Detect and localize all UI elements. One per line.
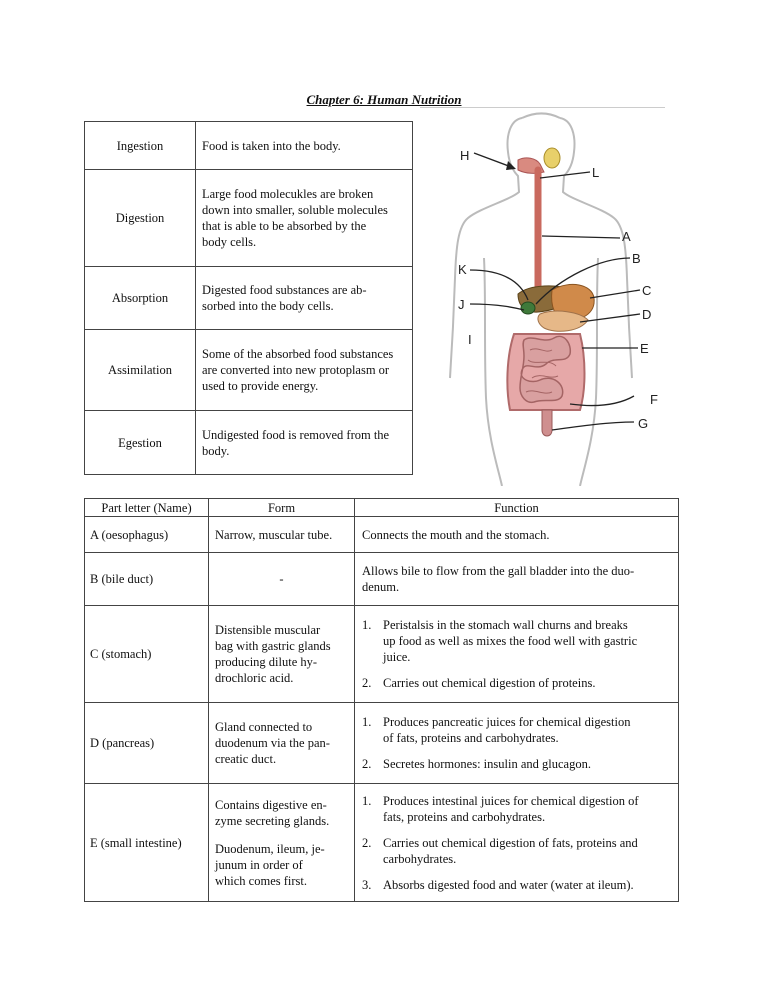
part-form — [209, 703, 355, 784]
description-line: Some of the absorbed food substances — [202, 347, 394, 361]
function-line: Secretes hormones: insulin and glucagon. — [383, 757, 591, 771]
form-line: producing dilute hy- — [215, 655, 318, 669]
part-form — [209, 784, 355, 902]
description-line: are converted into new protoplasm or — [202, 363, 390, 377]
description-line: Digested food substances are ab- — [202, 283, 367, 297]
item-number: 1. — [362, 793, 372, 808]
label-d: D — [642, 307, 652, 322]
label-b: B — [632, 251, 641, 266]
function-list — [362, 617, 670, 691]
label-f: F — [650, 392, 658, 407]
description-line: body cells. — [202, 235, 257, 249]
form-line: Contains digestive en- — [215, 797, 327, 812]
digestive-parts-table — [84, 498, 679, 902]
function-line: Absorbs digested food and water (water at ileum). — [383, 877, 634, 892]
function-line: Carries out chemical digestion of proteins. — [383, 676, 596, 690]
table-row — [85, 411, 413, 475]
description-line: used to provide energy. — [202, 379, 319, 393]
function-line: fats, proteins and carbohydrates. — [383, 809, 546, 824]
function-item — [362, 714, 670, 746]
description-line: Food is taken into the body. — [202, 138, 341, 153]
function-line: juice. — [383, 650, 411, 664]
function-line: Allows bile to flow from the gall bladder into the duo- — [362, 564, 635, 578]
table-row — [85, 170, 413, 267]
label-j: J — [458, 297, 465, 312]
item-number: 1. — [362, 618, 372, 632]
function-item — [362, 793, 670, 825]
process-term: Assimilation — [85, 330, 196, 411]
function-item — [362, 675, 670, 691]
part-name: C (stomach) — [85, 606, 209, 703]
label-g: G — [638, 416, 649, 431]
function-item — [362, 835, 670, 867]
function-line: Produces intestinal juices for chemical digestion of — [383, 793, 639, 808]
function-list — [362, 793, 670, 893]
part-form — [209, 553, 355, 606]
part-function — [355, 784, 679, 902]
pointer-line — [580, 314, 640, 322]
form-line: which comes first. — [215, 873, 307, 888]
part-function — [355, 517, 679, 553]
column-header: Function — [355, 499, 679, 517]
form-gap — [215, 829, 348, 841]
function-line: Connects the mouth and the stomach. — [362, 527, 550, 542]
part-form — [209, 606, 355, 703]
function-item — [362, 617, 670, 665]
table-row — [85, 122, 413, 170]
function-line: Peristalsis in the stomach wall churns and breaks — [383, 618, 628, 632]
digestive-system-diagram — [440, 108, 680, 486]
form-line: junum in order of — [215, 857, 303, 872]
process-term: Absorption — [85, 267, 196, 330]
process-term: Egestion — [85, 411, 196, 475]
form-line: Distensible muscular — [215, 623, 321, 637]
part-name: D (pancreas) — [85, 703, 209, 784]
part-form — [209, 517, 355, 553]
item-number: 3. — [362, 877, 372, 892]
part-name: A (oesophagus) — [85, 517, 209, 553]
table-row — [85, 784, 679, 902]
function-line: up food as well as mixes the food well with gastric — [383, 634, 638, 648]
table-header-row — [85, 499, 679, 517]
form-line: bag with gastric glands — [215, 639, 331, 653]
form-line: duodenum via the pan- — [215, 736, 330, 750]
label-c: C — [642, 283, 652, 298]
function-line: of fats, proteins and carbohydrates. — [383, 731, 559, 745]
rectum — [542, 410, 552, 436]
pointer-line — [542, 236, 620, 238]
function-list — [362, 714, 670, 772]
pointer-line — [540, 172, 590, 178]
form-line: - — [279, 572, 284, 586]
label-l: L — [592, 165, 600, 180]
label-e: E — [640, 341, 649, 356]
item-number: 2. — [362, 676, 372, 690]
part-name: E (small intestine) — [85, 784, 209, 902]
description-line: Undigested food is removed from the — [202, 427, 390, 442]
item-number: 1. — [362, 715, 372, 729]
part-function — [355, 606, 679, 703]
table-row — [85, 606, 679, 703]
label-i: I — [468, 332, 472, 347]
function-item — [362, 877, 670, 893]
label-a: A — [622, 229, 631, 244]
table-row — [85, 517, 679, 553]
column-header: Part letter (Name) — [85, 499, 209, 517]
process-description — [196, 267, 413, 330]
description-line: Large food molecukles are broken — [202, 187, 374, 201]
process-description — [196, 411, 413, 475]
gall-bladder — [521, 302, 535, 314]
item-number: 2. — [362, 757, 372, 771]
page-title: Chapter 6: Human Nutrition — [306, 92, 462, 107]
table-row — [85, 703, 679, 784]
process-description — [196, 122, 413, 170]
process-description — [196, 170, 413, 267]
form-line: Duodenum, ileum, je- — [215, 841, 325, 856]
function-item — [362, 756, 670, 772]
form-line: Gland connected to — [215, 720, 313, 734]
pointer-line — [470, 304, 524, 310]
label-k: K — [458, 262, 467, 277]
function-line: carbohydrates. — [383, 851, 457, 866]
description-line: that is able to be absorbed by the — [202, 219, 367, 233]
description-line: down into smaller, soluble molecules — [202, 203, 388, 217]
nutrition-processes-table — [84, 121, 413, 475]
function-line: Carries out chemical digestion of fats, proteins and — [383, 835, 638, 850]
salivary-gland — [544, 148, 560, 168]
table-row — [85, 553, 679, 606]
column-header: Form — [209, 499, 355, 517]
description-line: sorbed into the body cells. — [202, 299, 334, 313]
process-description — [196, 330, 413, 411]
function-line: Produces pancreatic juices for chemical digestion — [383, 715, 631, 729]
label-h: H — [460, 148, 470, 163]
item-number: 2. — [362, 835, 372, 850]
form-line: creatic duct. — [215, 752, 277, 766]
part-function — [355, 553, 679, 606]
part-name: B (bile duct) — [85, 553, 209, 606]
form-line: Narrow, muscular tube. — [215, 527, 333, 542]
form-line: zyme secreting glands. — [215, 813, 330, 828]
process-term: Digestion — [85, 170, 196, 267]
description-line: body. — [202, 443, 230, 458]
table-row — [85, 330, 413, 411]
process-term: Ingestion — [85, 122, 196, 170]
part-function — [355, 703, 679, 784]
form-line: drochloric acid. — [215, 671, 294, 685]
table-row — [85, 267, 413, 330]
function-line: denum. — [362, 580, 400, 594]
